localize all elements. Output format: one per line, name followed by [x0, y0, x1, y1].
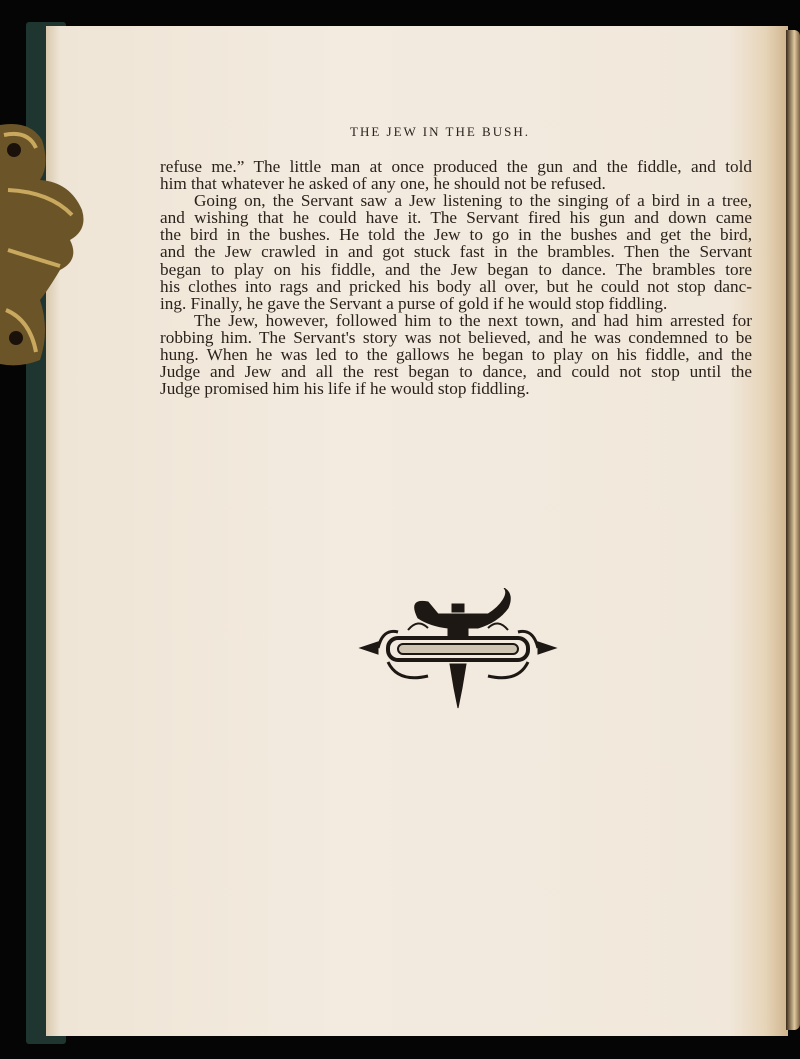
text-line: and the Jew crawled in and got stuck fast in the brambles. Then the Servant: [160, 242, 752, 262]
page-edge: [786, 30, 800, 1030]
oil-lamp-ornament-icon: [358, 588, 558, 710]
text-line: and wishing that he could have it. The Servant fired his gun and down came: [160, 208, 752, 228]
text-line: Going on, the Servant saw a Jew listening to the singing of a bird in a tree,: [194, 191, 752, 211]
brass-clasp: [0, 120, 86, 368]
text-line: his clothes into rags and pricked his body all over, but he could not stop danc-: [160, 276, 752, 296]
text-line: ing. Finally, he gave the Servant a purse of gold if he would stop fiddling.: [160, 293, 668, 313]
text-line: Judge promised him his life if he would stop fiddling.: [160, 379, 530, 399]
text-line: The Jew, however, followed him to the next town, and had him arrested for: [194, 310, 752, 330]
text-line: refuse me.” The little man at once produced the gun and the fiddle, and told: [160, 157, 752, 176]
text-line: hung. When he was led to the gallows he began to play on his fiddle, and the: [160, 345, 752, 365]
text-line: Judge and Jew and all the rest began to dance, and could not stop until the: [160, 362, 752, 382]
body-text: [160, 158, 752, 397]
running-header: THE JEW IN THE BUSH.: [350, 124, 530, 139]
text-line: him that whatever he asked of any one, he should not be refused.: [160, 174, 606, 194]
text-line: the bird in the bushes. He told the Jew to go in the bushes and get the bird,: [160, 225, 752, 245]
text-line: began to play on his fiddle, and the Jew began to dance. The brambles tore: [160, 259, 752, 279]
text-line: robbing him. The Servant's story was not believed, and he was condemned to be: [160, 327, 752, 347]
